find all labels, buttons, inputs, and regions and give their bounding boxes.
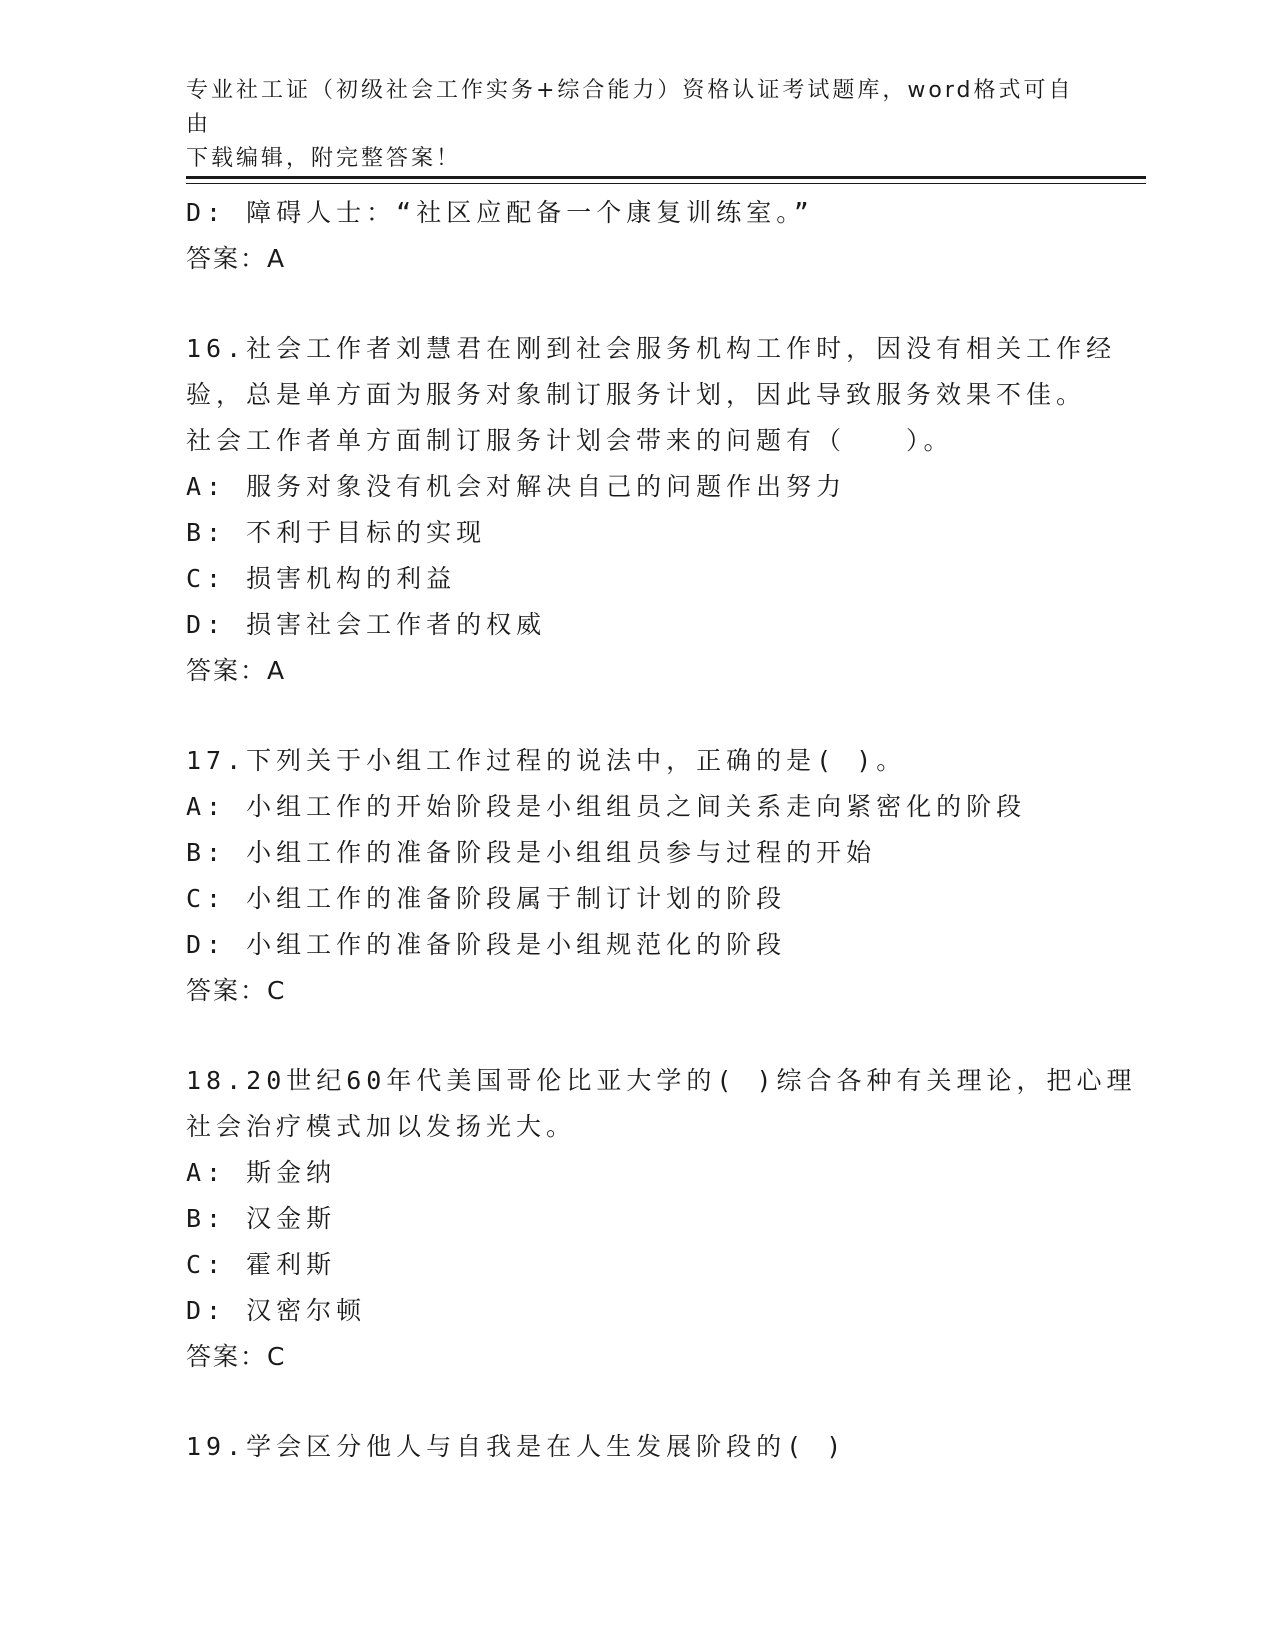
question-stem-line: 18.20世纪60年代美国哥伦比亚大学的( )综合各种有关理论，把心理 [186, 1066, 1137, 1095]
option-a: A: 斯金纳 [186, 1158, 337, 1187]
option-b: B: 不利于目标的实现 [186, 518, 487, 547]
question-stem-line: 社会治疗模式加以发扬光大。 [186, 1112, 577, 1141]
question-16 [186, 326, 1117, 694]
previous-question-tail [186, 190, 1106, 282]
option-d: D: 汉密尔顿 [186, 1296, 367, 1325]
option-c: C: 损害机构的利益 [186, 564, 457, 593]
question-list [186, 190, 1137, 1470]
answer-line: 答案：C [186, 1342, 287, 1371]
option-d: D: 小组工作的准备阶段是小组规范化的阶段 [186, 930, 787, 959]
header-rule-thick [186, 176, 1146, 179]
option-c: C: 小组工作的准备阶段属于制订计划的阶段 [186, 884, 787, 913]
document-header [186, 74, 1086, 176]
question-stem-line: 验，总是单方面为服务对象制订服务计划，因此导致服务效果不佳。 [186, 380, 1087, 409]
question-stem-line: 19.学会区分他人与自我是在人生发展阶段的( ) [186, 1432, 847, 1461]
header-rule-thin [186, 183, 1146, 184]
option-d: D: 障碍人士：“社区应配备一个康复训练室。” [186, 198, 814, 227]
option-a: A: 小组工作的开始阶段是小组组员之间关系走向紧密化的阶段 [186, 792, 1027, 821]
option-a: A: 服务对象没有机会对解决自己的问题作出努力 [186, 472, 847, 501]
answer-line: 答案：A [186, 244, 287, 273]
question-stem-line: 17.下列关于小组工作过程的说法中，正确的是( )。 [186, 746, 907, 775]
question-stem-line: 16.社会工作者刘慧君在刚到社会服务机构工作时，因没有相关工作经 [186, 334, 1117, 363]
option-d: D: 损害社会工作者的权威 [186, 610, 547, 639]
option-b: B: 小组工作的准备阶段是小组组员参与过程的开始 [186, 838, 877, 867]
header-line-2: 下载编辑，附完整答案！ [186, 146, 462, 171]
option-b: B: 汉金斯 [186, 1204, 337, 1233]
question-17 [186, 738, 1106, 1014]
question-stem-line: 社会工作者单方面制订服务计划会带来的问题有（ ）。 [186, 426, 954, 455]
option-c: C: 霍利斯 [186, 1250, 337, 1279]
answer-line: 答案：A [186, 656, 287, 685]
question-18 [186, 1058, 1137, 1380]
question-19 [186, 1424, 1106, 1470]
header-line-1: 专业社工证（初级社会工作实务+综合能力）资格认证考试题库，word格式可自由 [186, 78, 1074, 137]
answer-line: 答案：C [186, 976, 287, 1005]
